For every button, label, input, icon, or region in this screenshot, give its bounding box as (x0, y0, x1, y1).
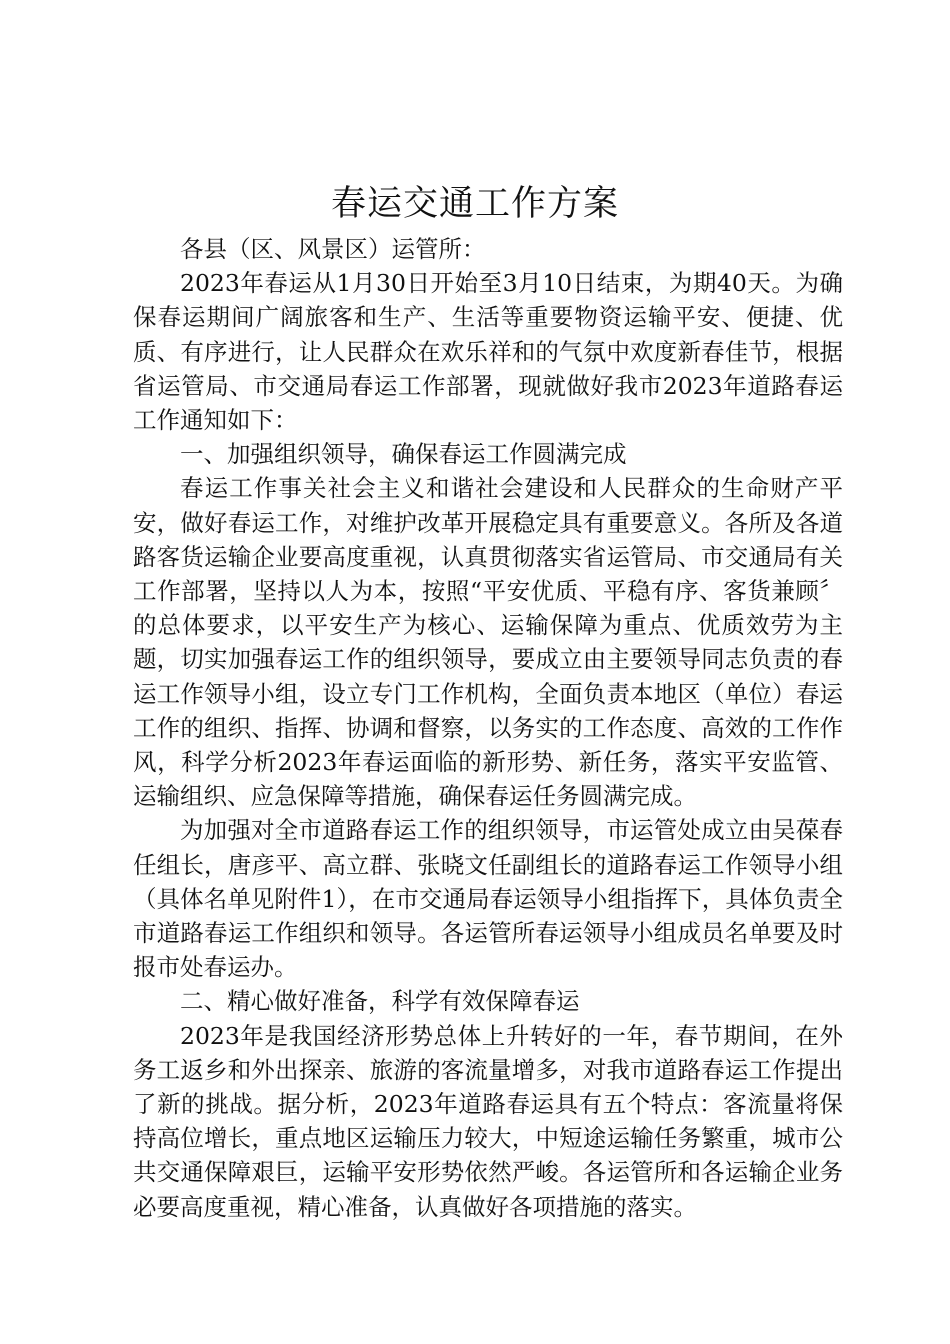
document-title: 春运交通工作方案 (330, 184, 619, 224)
document-body (133, 232, 843, 1224)
section-2-paragraph-1: 2023年是我国经济形势总体上升转好的一年，春节期间，在外务工返乡和外出探亲、旅游的客流量增多，对我市道路春运工作提出了新的挑战。据分析，2023年道路春运具有五个特点：客流量将保持高位增长，重点地区运输压力较大，中短途运输任务繁重，城市公共交通保障艰巨，运输平安形势依然严峻。各运管所和各运输企业务必要高度重视，精心准备，认真做好各项措施的落实。 (133, 1021, 843, 1221)
section-1-paragraph-2: 为加强对全市道路春运工作的组织领导，市运管处成立由吴葆春任组长，唐彦平、高立群、张晓文任副组长的道路春运工作领导小组（具体名单见附件1），在市交通局春运领导小组指挥下，具体负责全市道路春运工作组织和领导。各运管所春运领导小组成员名单要及时报市处春运办。 (133, 816, 843, 982)
section-2-heading: 二、精心做好准备，科学有效保障春运 (180, 987, 580, 1016)
section-1-paragraph-1: 春运工作事关社会主义和谐社会建设和人民群众的生命财产平安，做好春运工作，对维护改革开展稳定具有重要意义。各所及各道路客货运输企业要高度重视，认真贯彻落实省运管局、市交通局有关工作部署，坚持以人为本，按照“平安优质、平稳有序、客货兼顾〞的总体要求，以平安生产为核心、运输保障为重点、优质效劳为主题，切实加强春运工作的组织领导，要成立由主要领导同志负责的春运工作领导小组，设立专门工作机构，全面负责本地区（单位）春运工作的组织、指挥、协调和督察，以务实的工作态度、高效的工作作风，科学分析2023年春运面临的新形势、新任务，落实平安监管、运输组织、应急保障等措施，确保春运任务圆满完成。 (133, 474, 843, 811)
intro-paragraph: 2023年春运从1月30日开始至3月10日结束，为期40天。为确保春运期间广阔旅客和生产、生活等重要物资运输平安、便捷、优质、有序进行，让人民群众在欢乐祥和的气氛中欢度新春佳节，根据省运管局、市交通局春运工作部署，现就做好我市2023年道路春运工作通知如下： (133, 269, 843, 435)
salutation: 各县（区、风景区）运管所： (180, 235, 486, 263)
section-1-heading: 一、加强组织领导，确保春运工作圆满完成 (180, 440, 627, 469)
